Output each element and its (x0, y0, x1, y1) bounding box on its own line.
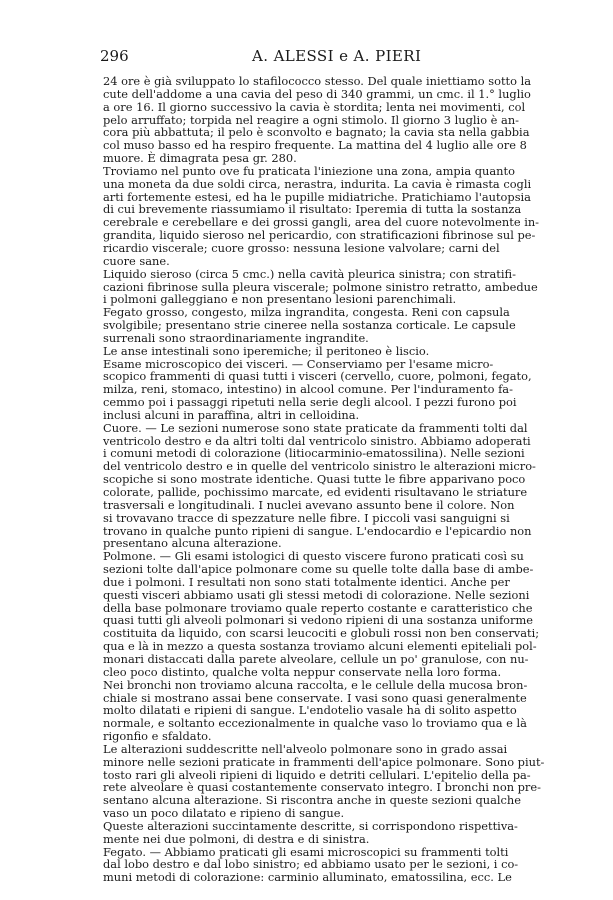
text-line: chiale si mostrano assai bene conservate. I vasi sono quasi generalmente (103, 690, 527, 705)
text-line: colorate, pallide, pochissimo marcate, ed evidenti risultavano le striature (103, 485, 528, 499)
text-line: Queste alterazioni succintamente descritte, si corrispondono rispettiva- (103, 818, 518, 833)
text-line: Le alterazioni suddescritte nell'alveolo polmonare sono in grado assai (103, 741, 508, 756)
text-line: milza, reni, stomaco, intestino) in alcool comune. Per l'induramento fa- (103, 382, 513, 397)
text-line: sentano alcuna alterazione. Si riscontra anche in queste sezioni qualche (103, 793, 521, 808)
text-line: rigonfio e sfaldato. (103, 729, 212, 744)
text-line: Le anse intestinali sono iperemiche; il peritoneo è liscio. (103, 343, 430, 358)
text-line: qua e là in mezzo a questa sostanza troviamo alcuni elementi epiteliali pol- (103, 639, 537, 654)
text-line: Cuore. — Le sezioni numerose sono state praticate da frammenti tolti dal (103, 420, 528, 435)
text-line: cleo poco distinto, qualche volta neppur conservate nella loro forma. (103, 664, 502, 679)
text-line: presentano alcuna alterazione. (103, 536, 282, 551)
text-line: cuore sane. (103, 253, 170, 268)
text-line: Fegato. — Abbiamo praticati gli esami microscopici su frammenti tolti (103, 844, 509, 859)
text-line: 24 ore è già sviluppato lo stafilococco stesso. Del quale iniettiamo sotto la (103, 74, 532, 88)
page-number: 296 (100, 47, 129, 65)
text-line: molto dilatati e ripieni di sangue. L'endotelio vasale ha di solito aspetto (103, 703, 517, 718)
text-line: col muso basso ed ha respiro frequente. La mattina del 4 luglio alle ore 8 (103, 138, 527, 153)
text-line: cora più abbattuta; il pelo è sconvolto e bagnato; la cavia sta nella gabbia (103, 125, 530, 140)
text-line: inclusi alcuni in paraffina, altri in celloidina. (103, 407, 360, 422)
text-line: grandita, liquido sieroso nel pericardio, con stratificazioni fibrinose sul pe- (103, 228, 536, 243)
text-line: normale, e soltanto eccezionalmente in qualche vaso lo troviamo qua e là (103, 716, 527, 731)
running-header (100, 47, 550, 67)
text-line: arti fortemente estesi, ed ha le pupille midiatriche. Pratichiamo l'autopsia (103, 189, 531, 204)
text-line: si trovavano tracce di spezzature nelle fibre. I piccoli vasi sanguigni si (103, 510, 510, 525)
text-line: costituita da liquido, con scarsi leucociti e globuli rossi non ben conservati; (103, 626, 540, 641)
text-line: ricardio viscerale; cuore grosso: nessuna lesione valvolare; carni del (103, 240, 500, 255)
text-line: due i polmoni. I resultati non sono stati totalmente identici. Anche per (103, 574, 510, 589)
text-line: monari distaccati dalla parete alveolare, cellule un po' granulose, con nu- (103, 651, 529, 666)
text-line: muni metodi di colorazione: carminio alluminato, ematossilina, ecc. Le (103, 870, 512, 885)
text-line: i comuni metodi di colorazione (litiocarminio-ematossilina). Nelle sezioni (103, 446, 525, 461)
text-line: scopiche si sono mostrate identiche. Quasi tutte le fibre apparivano poco (103, 472, 526, 487)
text-line: pelo arruffato; torpida nel reagire a ogni stimolo. Il giorno 3 luglio è an- (103, 112, 520, 127)
text-line: sezioni tolte dall'apice polmonare come su quelle tolte dalla base di ambe- (103, 562, 534, 577)
text-line: questi visceri abbiamo usati gli stessi metodi di colorazione. Nelle sezioni (103, 587, 530, 602)
body-text (103, 75, 550, 884)
text-line: Fegato grosso, congesto, milza ingrandita, congesta. Reni con capsula (103, 305, 510, 320)
text-line: cute dell'addome a una cavia del peso di 340 grammi, un cmc. il 1.° luglio (103, 86, 531, 101)
text-line: tosto rari gli alveoli ripieni di liquido e detriti cellulari. L'epitelio della pa- (103, 767, 531, 782)
text-line: dal lobo destro e dal lobo sinistro; ed abbiamo usato per le sezioni, i co- (103, 857, 519, 872)
text-line: cazioni fibrinose sulla pleura viscerale; polmone sinistro retratto, ambedue (103, 279, 538, 294)
text-line: quasi tutti gli alveoli polmonari si vedono ripieni di una sostanza uniforme (103, 613, 534, 628)
text-line: svolgibile; presentano strie cineree nella sostanza corticale. Le capsule (103, 318, 516, 333)
text-line: Esame microscopico dei visceri. — Conserviamo per l'esame micro- (103, 356, 494, 371)
text-line: Nei bronchi non troviamo alcuna raccolta, e le cellule della mucosa bron- (103, 677, 528, 692)
text-line: cemmo poi i passaggi ripetuti nella serie degli alcool. I pezzi furono poi (103, 395, 517, 410)
text-line: una moneta da due soldi circa, nerastra, indurita. La cavia è rimasta cogli (103, 176, 532, 191)
text-line: mente nei due polmoni, di destra e di sinistra. (103, 831, 370, 846)
text-line: ventricolo destro e da altri tolti dal ventricolo sinistro. Abbiamo adoperati (103, 433, 531, 448)
text-line: di cui brevemente riassumiamo il risultato: Iperemia di tutta la sostanza (103, 202, 522, 217)
text-line: surrenali sono straordinariamente ingrandite. (103, 330, 369, 345)
text-line: Liquido sieroso (circa 5 cmc.) nella cavità pleurica sinistra; con stratifi- (103, 266, 516, 281)
text-line: del ventricolo destro e in quelle del ventricolo sinistro le alterazioni micro- (103, 459, 536, 474)
text-line: minore nelle sezioni praticate in frammenti dell'apice polmonare. Sono piut- (103, 754, 545, 769)
text-line: scopico frammenti di quasi tutti i visceri (cervello, cuore, polmoni, fegato, (103, 369, 532, 384)
text-line: vaso un poco dilatato e ripieno di sangue. (103, 806, 345, 821)
text-line: della base polmonare troviamo quale reperto costante e caratteristico che (103, 600, 533, 615)
text-line: Troviamo nel punto ove fu praticata l'iniezione una zona, ampia quanto (103, 163, 515, 178)
text-line: muore. È dimagrata pesa gr. 280. (103, 151, 297, 166)
text-line: i polmoni galleggiano e non presentano lesioni parenchimali. (103, 292, 457, 307)
running-title-authors: A. ALESSI e A. PIERI (252, 47, 422, 65)
text-line: Polmone. — Gli esami istologici di questo viscere furono praticati così su (103, 549, 524, 564)
text-line: rete alveolare è quasi costantemente conservato integro. I bronchi non pre- (103, 780, 541, 795)
text-line: trasversali e longitudinali. I nuclei avevano assunto bene il colore. Non (103, 497, 515, 512)
text-line: a ore 16. Il giorno successivo la cavia è stordita; lenta nei movimenti, col (103, 99, 526, 114)
text-line: trovano in qualche punto ripieni di sangue. L'endocardio e l'epicardio non (103, 523, 532, 538)
text-line: cerebrale e cerebellare e dei grossi gangli, area del cuore notevolmente in- (103, 215, 540, 230)
